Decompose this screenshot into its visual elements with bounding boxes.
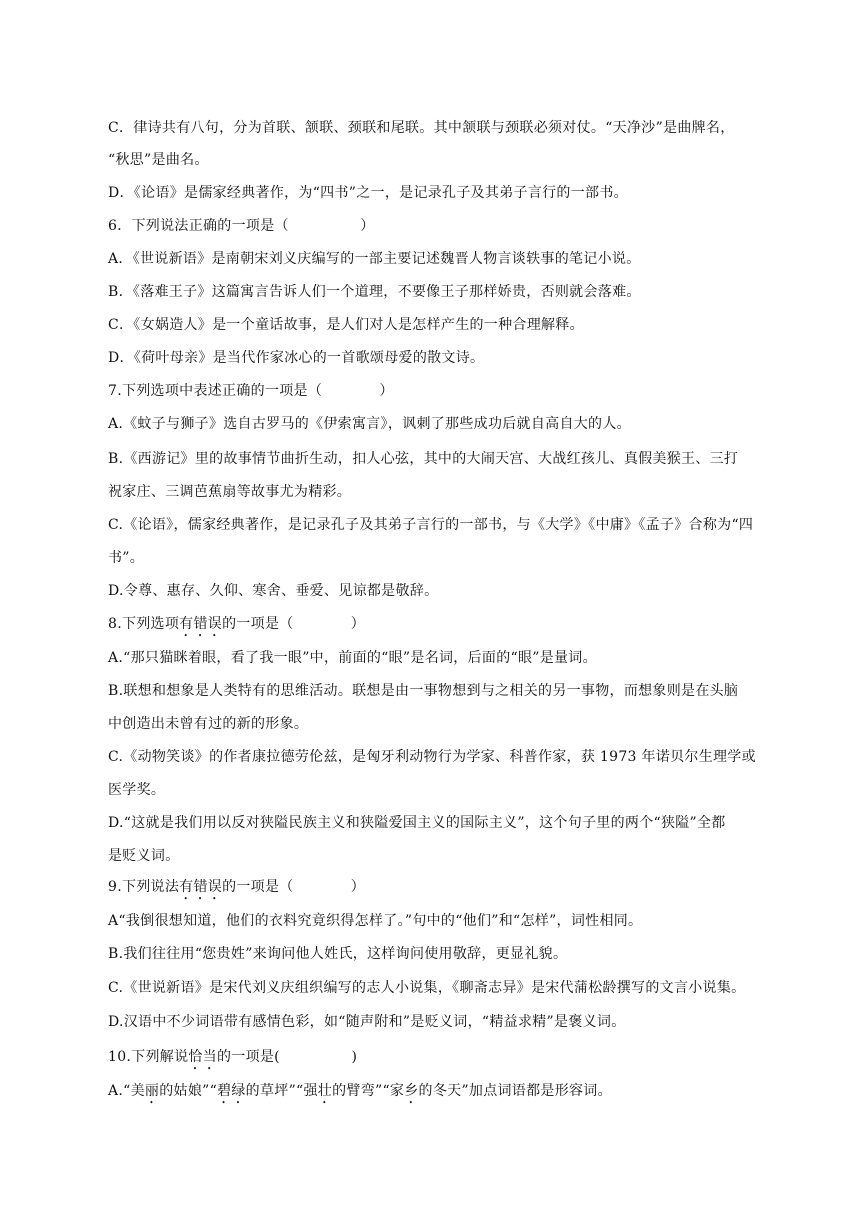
option-b: B．《落难王子》这篇寓言告诉人们一个道理，不要像王子那样娇贵，否则就会落难。 — [108, 284, 641, 300]
option-a: A.“那只猫眯着眼，看了我一眼”中，前面的“眼”是名词，后面的“眼”是量词。 — [108, 650, 597, 666]
question-9-stem: 9.下列说法有错误的一项是（ ） — [108, 879, 366, 895]
option-c: C．《女娲造人》是一个童话故事，是人们对人是怎样产生的一种合理解释。 — [108, 317, 584, 333]
option-a: A．《世说新语》是南朝宋刘义庆编写的一部主要记述魏晋人物言谈轶事的笔记小说。 — [108, 251, 641, 267]
text-line: 祝家庄、三调芭蕉扇等故事尤为精彩。 — [108, 484, 352, 500]
text-line: “秋思”是曲名。 — [108, 152, 209, 168]
option-d: D.“这就是我们用以反对狭隘民族主义和狭隘爱国主义的国际主义”，这个句子里的两个“狭隘”全都 — [108, 815, 726, 831]
emphasis-text: 碧绿 — [217, 1083, 246, 1099]
question-6-stem: 6．下列说法正确的一项是（ ） — [108, 218, 375, 234]
emphasis-text: 乡 — [404, 1083, 419, 1099]
option-a: A“我倒很想知道，他们的衣料究竟织得怎样了。”句中的“他们”和“怎样”，词性相同。 — [108, 913, 643, 929]
text-line: 书”。 — [108, 550, 145, 566]
option-b: B.我们往往用“您贵姓”来询问他人姓氏，这样询问使用敬辞，更显礼貌。 — [108, 946, 568, 962]
text-line: C．律诗共有八句，分为首联、颔联、颈联和尾联。其中颔联与颈联必须对仗。“天净沙”是曲牌名， — [108, 120, 735, 136]
emphasis-text: 有错误 — [179, 879, 223, 895]
option-a: A.《蚊子与狮子》选自古罗马的《伊索寓言》，讽刺了那些成功后就自高自大的人。 — [108, 416, 631, 432]
question-7-stem: 7.下列选项中表述正确的一项是（ ） — [108, 383, 394, 399]
emphasis-text: 丽 — [144, 1083, 160, 1099]
option-a: A.“美丽的姑娘”“碧绿的草坪”“强壮的臂弯”“家乡的冬天”加点词语都是形容词。 — [108, 1083, 612, 1099]
text-line: D．《论语》是儒家经典著作，为“四书”之一，是记录孔子及其弟子言行的一部书。 — [108, 185, 628, 201]
option-d: D.汉语中不少词语带有感情色彩，如“随声附和”是贬义词，“精益求精”是褒义词。 — [108, 1014, 626, 1030]
emphasis-text: 壮 — [317, 1083, 333, 1099]
text-line: 是贬义词。 — [108, 848, 180, 864]
question-8-stem: 8.下列选项有错误的一项是（ ） — [108, 616, 366, 632]
question-10-stem: 10.下列解说恰当的一项是( ) — [108, 1049, 358, 1065]
text-line: 医学奖。 — [108, 782, 166, 798]
option-d: D．《荷叶母亲》是当代作家冰心的一首歌颂母爱的散文诗。 — [108, 350, 485, 366]
option-c: C.《动物笑谈》的作者康拉德劳伦兹，是匈牙利动物行为学家、科普作家，获 1973 年诺贝尔生理学或 — [108, 749, 756, 765]
emphasis-text: 有错误 — [179, 616, 223, 632]
option-c: C.《世说新语》是宋代刘义庆组织编写的志人小说集，《聊斋志异》是宋代蒲松龄撰写的文言小说集。 — [108, 980, 746, 996]
text-line: 中创造出未曾有过的新的形象。 — [108, 716, 309, 732]
emphasis-text: 恰当 — [188, 1049, 217, 1065]
option-b: B.联想和想象是人类特有的思维活动。联想是由一事物想到与之相关的另一事物，而想象则是在头脑 — [108, 683, 739, 699]
option-d: D.令尊、惠存、久仰、寒舍、垂爱、见谅都是敬辞。 — [108, 583, 439, 599]
option-c: C.《论语》，儒家经典著作，是记录孔子及其弟子言行的一部书，与《大学》《中庸》《孟子》合称为“四 — [108, 517, 754, 533]
option-b: B.《西游记》里的故事情节曲折生动，扣人心弦，其中的大闹天宫、大战红孩儿、真假美猴王、三打 — [108, 451, 739, 467]
